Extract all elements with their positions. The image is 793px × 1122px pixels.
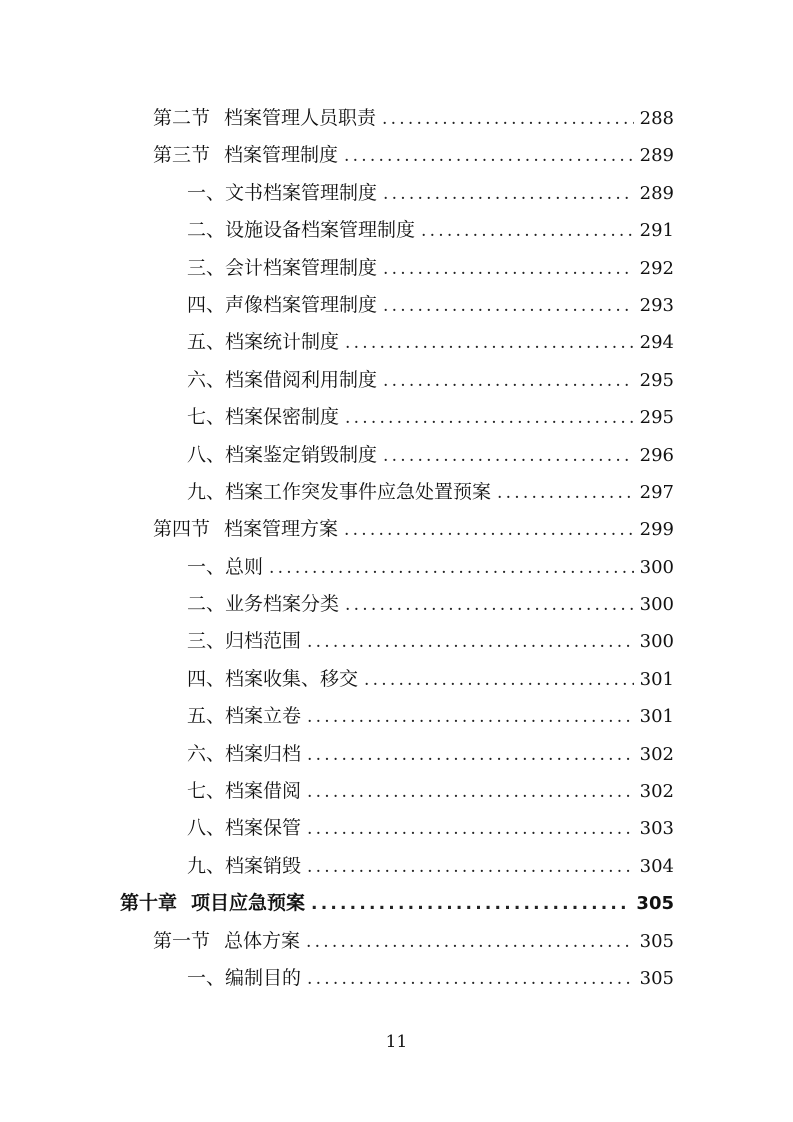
toc-entry[interactable] (0, 212, 793, 249)
toc-entry-number: 五、 (187, 331, 226, 354)
toc-entry-number: 一、 (187, 555, 226, 578)
toc-dot-leader (307, 624, 634, 661)
toc-entry-number: 第十章 (120, 892, 178, 915)
toc-entry-number: 八、 (187, 817, 226, 840)
toc-entry[interactable] (0, 137, 793, 174)
toc-entry-page: 304 (639, 855, 674, 877)
toc-dot-leader (345, 325, 634, 362)
toc-entry-page: 296 (639, 444, 674, 466)
toc-entry-number: 三、 (187, 630, 226, 653)
toc-dot-leader (307, 849, 634, 886)
toc-entry-title: 档案管理人员职责 (224, 107, 377, 129)
toc-entry[interactable] (0, 698, 793, 735)
toc-dot-leader (311, 886, 630, 923)
toc-dot-leader (383, 176, 634, 213)
toc-dot-leader (307, 737, 634, 774)
toc-dot-leader (344, 512, 634, 549)
toc-entry-number: 八、 (187, 443, 226, 466)
toc-entry[interactable] (0, 549, 793, 586)
toc-entry-page: 295 (639, 369, 674, 391)
toc-dot-leader (383, 363, 634, 400)
toc-entry-title: 会计档案管理制度 (225, 256, 378, 279)
toc-dot-leader (383, 288, 634, 325)
toc-entry-title: 档案工作突发事件应急处置预案 (225, 480, 492, 503)
toc-dot-leader (307, 699, 634, 736)
toc-dot-leader (364, 662, 634, 699)
toc-entry-title: 设施设备档案管理制度 (225, 219, 416, 242)
toc-entry-page: 289 (639, 182, 674, 204)
toc-entry[interactable] (0, 287, 793, 324)
toc-dot-leader (383, 438, 634, 475)
toc-dot-leader (307, 961, 634, 998)
toc-entry[interactable] (0, 661, 793, 698)
toc-entry-title: 档案保管 (225, 817, 302, 840)
toc-entry-page: 305 (639, 930, 674, 952)
toc-dot-leader (307, 811, 634, 848)
toc-entry-title: 档案保密制度 (225, 406, 340, 429)
toc-dot-leader (344, 138, 634, 175)
toc-entry[interactable] (0, 736, 793, 773)
toc-entry-title: 档案立卷 (225, 705, 302, 728)
toc-entry-number: 四、 (187, 667, 226, 690)
toc-entry-title: 归档范围 (225, 630, 302, 653)
toc-entry-title: 业务档案分类 (225, 593, 340, 616)
toc-entry-page: 294 (639, 332, 674, 354)
toc-entry-title: 档案鉴定销毁制度 (225, 443, 378, 466)
toc-entry-title: 项目应急预案 (191, 892, 306, 915)
toc-entry-number: 四、 (187, 293, 226, 316)
toc-dot-leader (345, 400, 634, 437)
toc-dot-leader (345, 587, 634, 624)
toc-entry-page: 302 (639, 781, 674, 803)
toc-entry-page: 293 (639, 294, 674, 316)
toc-entry-page: 299 (639, 519, 674, 541)
toc-entry-page: 302 (639, 743, 674, 765)
toc-entry-page: 300 (639, 594, 674, 616)
toc-entry[interactable] (0, 324, 793, 361)
toc-entry-page: 288 (639, 108, 674, 129)
toc-entry-title: 文书档案管理制度 (225, 181, 378, 204)
toc-entry[interactable] (0, 100, 793, 137)
toc-entry-title: 总则 (225, 555, 264, 578)
toc-entry[interactable] (0, 586, 793, 623)
toc-entry-title: 档案借阅利用制度 (225, 368, 378, 391)
toc-entry-number: 三、 (187, 256, 226, 279)
toc-entry[interactable] (0, 885, 793, 922)
toc-entry-title: 声像档案管理制度 (225, 293, 378, 316)
toc-entry-title: 档案销毁 (225, 854, 302, 877)
toc-entry[interactable] (0, 923, 793, 960)
toc-entry[interactable] (0, 848, 793, 885)
toc-entry-page: 301 (639, 706, 674, 728)
toc-entry-number: 二、 (187, 219, 226, 242)
toc-entry-page: 292 (639, 257, 674, 279)
toc-entry[interactable] (0, 399, 793, 436)
toc-dot-leader (269, 550, 634, 587)
toc-entry-page: 300 (639, 556, 674, 578)
toc-entry-number: 第四节 (153, 518, 211, 541)
toc-entry-title: 总体方案 (224, 929, 301, 952)
toc-dot-leader (382, 101, 634, 138)
toc-entry-number: 一、 (187, 181, 226, 204)
page-number: 11 (385, 1032, 408, 1052)
toc-dot-leader (497, 475, 634, 512)
toc-entry-title: 档案统计制度 (225, 331, 340, 354)
toc-entry-page: 295 (639, 407, 674, 429)
toc-entry-page: 300 (639, 631, 674, 653)
toc-entry-page: 291 (639, 220, 674, 242)
toc-entry[interactable] (0, 250, 793, 287)
toc-entry-number: 第三节 (153, 144, 211, 167)
toc-entry[interactable] (0, 175, 793, 212)
toc-entry[interactable] (0, 474, 793, 511)
toc-entry-number: 一、 (187, 966, 226, 989)
toc-entry-page: 305 (639, 967, 674, 989)
toc-dot-leader (306, 924, 634, 961)
toc-entry[interactable] (0, 960, 793, 997)
toc-entry-title: 档案借阅 (225, 780, 302, 803)
toc-entry[interactable] (0, 437, 793, 474)
toc-entry-number: 九、 (187, 854, 226, 877)
toc-entry-number: 六、 (187, 368, 226, 391)
toc-entry[interactable] (0, 362, 793, 399)
toc-entry-page: 305 (636, 893, 674, 915)
toc-entry-title: 档案归档 (225, 742, 302, 765)
toc-entry-title: 档案管理方案 (224, 518, 339, 541)
toc-entry-number: 五、 (187, 705, 226, 728)
toc-entry-number: 七、 (187, 406, 226, 429)
toc-entry-number: 第二节 (153, 107, 211, 129)
toc-entry[interactable] (0, 511, 793, 548)
toc-entry-number: 七、 (187, 780, 226, 803)
toc-dot-leader (421, 213, 634, 250)
toc-entry-title: 档案收集、移交 (225, 667, 359, 690)
toc-entry-title: 档案管理制度 (224, 144, 339, 167)
toc-entry-page: 297 (639, 481, 674, 503)
toc-entry-title: 编制目的 (225, 966, 302, 989)
toc-entry[interactable] (0, 623, 793, 660)
toc-entry-number: 九、 (187, 480, 226, 503)
toc-entry-page: 303 (639, 818, 674, 840)
toc-entry-page: 301 (639, 668, 674, 690)
toc-entry[interactable] (0, 810, 793, 847)
toc-entry-number: 第一节 (153, 929, 211, 952)
toc-entry-number: 六、 (187, 742, 226, 765)
toc-dot-leader (307, 774, 634, 811)
toc-dot-leader (383, 251, 634, 288)
toc-entry-page: 289 (639, 145, 674, 167)
toc-entry[interactable] (0, 773, 793, 810)
table-of-contents (0, 100, 793, 997)
toc-entry-number: 二、 (187, 593, 226, 616)
